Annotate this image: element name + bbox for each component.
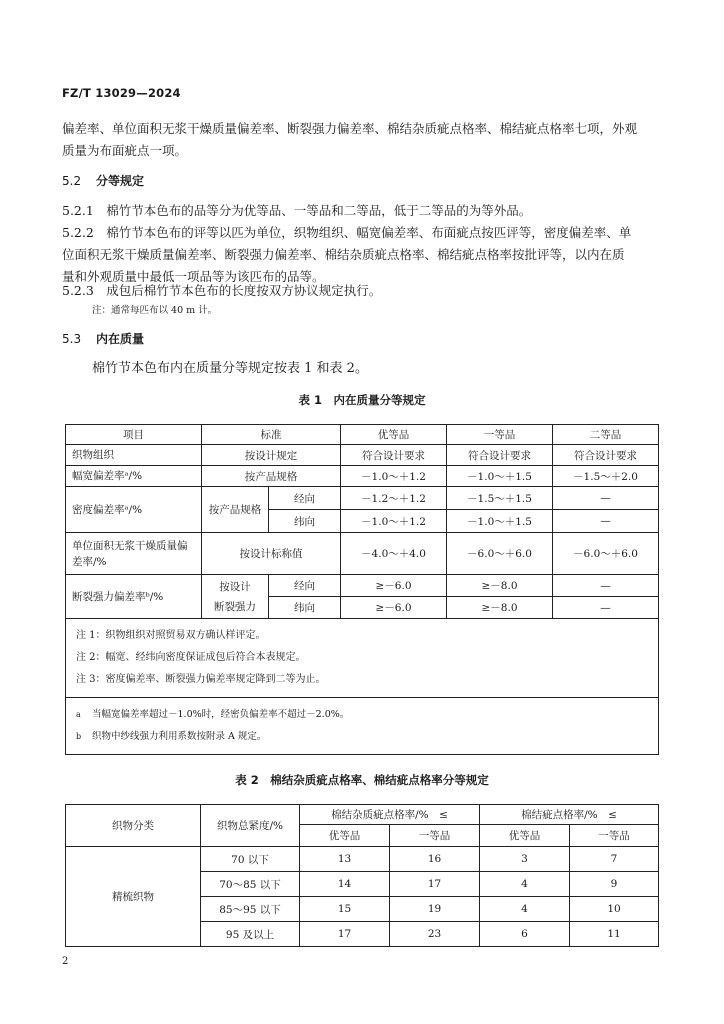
cell: 符合设计要求 bbox=[553, 445, 659, 466]
table-row bbox=[66, 487, 659, 510]
cell: — bbox=[553, 575, 659, 597]
footnote bbox=[76, 704, 648, 726]
cell: 6 bbox=[480, 922, 570, 947]
header-cell: 织物总紧度/% bbox=[201, 805, 300, 847]
row-standard: 按设计标称值 bbox=[202, 533, 341, 575]
sub-direction: 纬向 bbox=[269, 597, 341, 619]
header-cell: 棉结疵点格率/% ≤ bbox=[480, 805, 659, 825]
row-standard: 按产品规格 bbox=[202, 466, 341, 487]
cell: 7 bbox=[570, 847, 659, 872]
table-row bbox=[66, 575, 659, 597]
cell: 16 bbox=[390, 847, 480, 872]
row-item: 单位面积无浆干燥质量偏差率/% bbox=[66, 533, 202, 575]
cell: 4 bbox=[480, 897, 570, 922]
cell: －1.5～＋2.0 bbox=[553, 466, 659, 487]
category-cell: 精梳织物 bbox=[66, 847, 201, 947]
intro-line-2: 质量为布面疵点一项。 bbox=[62, 143, 188, 158]
section-title: 内在质量 bbox=[96, 332, 145, 346]
table-footnotes bbox=[66, 698, 659, 755]
cell: 4 bbox=[480, 872, 570, 897]
header-cell: 织物分类 bbox=[66, 805, 201, 847]
cell: －6.0～＋6.0 bbox=[447, 533, 553, 575]
standard-line-1: 按设计 bbox=[219, 580, 251, 593]
cell: 95 及以上 bbox=[201, 922, 300, 947]
section-title: 分等规定 bbox=[96, 174, 145, 188]
cell: 85～95 以下 bbox=[201, 897, 300, 922]
cell: ≥－8.0 bbox=[447, 575, 553, 597]
page-number: 2 bbox=[62, 956, 69, 967]
cell: －1.0～＋1.2 bbox=[341, 510, 447, 533]
footnote-mark: b bbox=[76, 732, 82, 741]
footnote bbox=[76, 726, 648, 748]
clause-5-2-3: 5.2.3 成包后棉竹节本色布的长度按双方协议规定执行。 bbox=[62, 283, 382, 298]
cell: — bbox=[553, 487, 659, 510]
sub-direction: 经向 bbox=[269, 487, 341, 510]
cell: 17 bbox=[390, 872, 480, 897]
table-1-caption: 表 1 内在质量分等规定 bbox=[298, 393, 426, 407]
cell: 19 bbox=[390, 897, 480, 922]
intro-line-1: 偏差率、单位面积无浆干燥质量偏差率、断裂强力偏差率、棉结杂质疵点格率、棉结疵点格率七项，外观 bbox=[62, 121, 638, 136]
cell: 10 bbox=[570, 897, 659, 922]
table-row bbox=[66, 847, 659, 872]
intro-paragraph bbox=[62, 118, 658, 162]
header-cell: 一等品 bbox=[570, 825, 659, 847]
cell: 13 bbox=[300, 847, 390, 872]
table-row bbox=[66, 698, 659, 755]
section-5-2-heading bbox=[62, 172, 144, 189]
header-cell: 项目 bbox=[66, 425, 202, 445]
header-cell: 优等品 bbox=[480, 825, 570, 847]
row-standard: 按设计规定 bbox=[202, 445, 341, 466]
cell: 17 bbox=[300, 922, 390, 947]
cell: 符合设计要求 bbox=[447, 445, 553, 466]
cell: ≥－6.0 bbox=[341, 575, 447, 597]
table-row bbox=[66, 466, 659, 487]
cell: — bbox=[553, 510, 659, 533]
cell: －6.0～＋6.0 bbox=[553, 533, 659, 575]
cell: 11 bbox=[570, 922, 659, 947]
header-cell: 二等品 bbox=[553, 425, 659, 445]
clause-5-2-1: 5.2.1 棉竹节本色布的品等分为优等品、一等品和二等品，低于二等品的为等外品。 bbox=[62, 203, 532, 218]
footnote-mark: a bbox=[76, 710, 81, 719]
cell: －1.5～＋1.5 bbox=[447, 487, 553, 510]
clause-5-2-3-note: 注：通常每匹布以 40 m 计。 bbox=[92, 305, 218, 316]
table-2 bbox=[65, 804, 659, 947]
cell: 15 bbox=[300, 897, 390, 922]
table-note: 注 3：密度偏差率、断裂强力偏差率规定降到二等为止。 bbox=[76, 674, 326, 685]
header-cell: 一等品 bbox=[390, 825, 480, 847]
cell: 23 bbox=[390, 922, 480, 947]
header-cell: 标准 bbox=[202, 425, 341, 445]
table-row bbox=[66, 619, 659, 698]
cell: 70 以下 bbox=[201, 847, 300, 872]
cell: ≥－6.0 bbox=[341, 597, 447, 619]
table-row bbox=[66, 425, 659, 445]
cell: －1.0～＋1.2 bbox=[341, 466, 447, 487]
cell: －1.0～＋1.5 bbox=[447, 466, 553, 487]
cell: 70～85 以下 bbox=[201, 872, 300, 897]
cell: 14 bbox=[300, 872, 390, 897]
table-2-caption: 表 2 棉结杂质疵点格率、棉结疵点格率分等规定 bbox=[235, 773, 489, 787]
cell: 9 bbox=[570, 872, 659, 897]
table-1 bbox=[65, 424, 659, 755]
header-cell: 优等品 bbox=[300, 825, 390, 847]
row-standard: 按产品规格 bbox=[202, 487, 269, 533]
section-number: 5.2 bbox=[62, 174, 82, 188]
cell: 3 bbox=[480, 847, 570, 872]
table-row bbox=[66, 445, 659, 466]
header-cell: 一等品 bbox=[447, 425, 553, 445]
table-note: 注 1：织物组织对照贸易双方确认样评定。 bbox=[76, 630, 266, 641]
section-5-3-text: 棉竹节本色布内在质量分等规定按表 1 和表 2。 bbox=[92, 361, 368, 376]
row-item: 幅宽偏差率ᵃ/% bbox=[66, 466, 202, 487]
standard-code-header: FZ/T 13029—2024 bbox=[62, 86, 181, 100]
clause-5-2-2 bbox=[62, 222, 658, 288]
cell: －1.0～＋1.5 bbox=[447, 510, 553, 533]
cell: －1.2～＋1.2 bbox=[341, 487, 447, 510]
sub-direction: 纬向 bbox=[269, 510, 341, 533]
table-row bbox=[66, 533, 659, 575]
section-number: 5.3 bbox=[62, 332, 82, 346]
row-item: 断裂强力偏差率ᵇ/% bbox=[66, 575, 202, 619]
cell: －4.0～＋4.0 bbox=[341, 533, 447, 575]
table-row bbox=[66, 805, 659, 825]
standard-line-2: 断裂强力 bbox=[214, 600, 256, 613]
cell: 符合设计要求 bbox=[341, 445, 447, 466]
clause-5-2-2-line-2: 位面积无浆干燥质量偏差率、断裂强力偏差率、棉结杂质疵点格率、棉结疵点格率按批评等，以内在质 bbox=[62, 247, 625, 262]
header-cell: 棉结杂质疵点格率/% ≤ bbox=[300, 805, 480, 825]
section-5-3-heading bbox=[62, 330, 144, 347]
cell: ≥－8.0 bbox=[447, 597, 553, 619]
clause-5-2-2-line-3: 量和外观质量中最低一项品等为该匹布的品等。 bbox=[62, 269, 325, 284]
row-standard bbox=[202, 575, 269, 619]
table-note: 注 2：幅宽、经纬向密度保证成包后符合本表规定。 bbox=[76, 652, 306, 663]
header-cell: 优等品 bbox=[341, 425, 447, 445]
clause-5-2-2-line-1: 5.2.2 棉竹节本色布的评等以匹为单位，织物组织、幅宽偏差率、布面疵点按匹评等，密度偏差率、单 bbox=[62, 225, 632, 240]
cell: — bbox=[553, 597, 659, 619]
footnote-text: 织物中纱线强力利用系数按附录 A 规定。 bbox=[92, 731, 267, 742]
row-item: 织物组织 bbox=[66, 445, 202, 466]
row-item: 密度偏差率ᵃ/% bbox=[66, 487, 202, 533]
table-notes bbox=[66, 619, 659, 698]
footnote-text: 当幅宽偏差率超过－1.0%时，经密负偏差率不超过－2.0%。 bbox=[92, 709, 350, 720]
sub-direction: 经向 bbox=[269, 575, 341, 597]
